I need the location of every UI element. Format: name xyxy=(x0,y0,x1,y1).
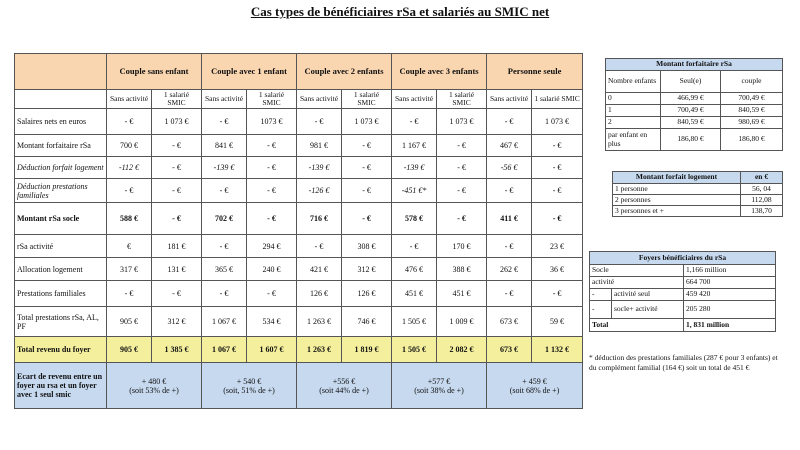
row-label: Montant forfaitaire rSa xyxy=(15,135,107,157)
cell: 840,59 € xyxy=(721,105,783,117)
cell: 262 € xyxy=(487,258,532,281)
row-allocation-logement xyxy=(15,258,583,281)
cell: -56 € xyxy=(487,157,532,179)
cell: 126 € xyxy=(342,281,392,307)
cell: - € xyxy=(342,203,392,235)
header-cell: Nombre enfants xyxy=(606,71,661,93)
row-label: Déduction forfait logement xyxy=(15,157,107,179)
subheader-smic: 1 salarié SMIC xyxy=(532,90,583,109)
cell: - € xyxy=(107,109,152,135)
cell: 312 € xyxy=(152,307,202,337)
header-cell: couple xyxy=(721,71,783,93)
cell: 112,08 xyxy=(741,195,783,206)
row-total-revenu xyxy=(15,337,583,363)
cell: 1 607 € xyxy=(247,337,297,363)
ecart-cell xyxy=(202,363,297,409)
cell: -126 € xyxy=(297,179,342,203)
cell: 170 € xyxy=(437,235,487,258)
cell: 981 € xyxy=(297,135,342,157)
ecart-pct: (soit 44% de +) xyxy=(319,385,369,395)
cell: 1 263 € xyxy=(297,307,342,337)
cell: 673 € xyxy=(487,307,532,337)
cell: 421 € xyxy=(297,258,342,281)
cell: 1073 € xyxy=(247,109,297,135)
footnote: * déduction des prestations familiales (287 € pour 3 enfants) et du complément familial (164 €) soit un total de 451 € xyxy=(589,353,778,372)
ecart-amount: +556 € xyxy=(332,376,356,386)
subheader-sans-activite: Sans activité xyxy=(107,90,152,109)
row-label: Total prestations rSa, AL, PF xyxy=(15,307,107,337)
cell: - € xyxy=(202,179,247,203)
cell: 700,49 € xyxy=(721,93,783,105)
cell: 126 € xyxy=(297,281,342,307)
table-title: Foyers bénéficiaires du rSa xyxy=(590,252,776,265)
cell: 702 € xyxy=(202,203,247,235)
cell: 980,69 € xyxy=(721,117,783,129)
label-cell: activité seul xyxy=(612,289,684,301)
value-cell: 664 700 xyxy=(684,277,776,289)
cell: 240 € xyxy=(247,258,297,281)
subheader-smic: 1 salarié SMIC xyxy=(342,90,392,109)
value-cell: 205 280 xyxy=(684,301,776,319)
cell: - € xyxy=(152,135,202,157)
cell: - € xyxy=(342,179,392,203)
total-label: Total xyxy=(590,319,684,332)
cell: 312 € xyxy=(342,258,392,281)
cell: - € xyxy=(202,235,247,258)
row-rsa-socle xyxy=(15,203,583,235)
label-cell: Socle xyxy=(590,265,684,277)
cell: 1 385 € xyxy=(152,337,202,363)
cell: 1 505 € xyxy=(392,307,437,337)
cell: 0 xyxy=(606,93,661,105)
cell: 1 personne xyxy=(613,184,741,195)
cell: - € xyxy=(297,235,342,258)
label-cell: socle+ activité xyxy=(612,301,684,319)
cell: - € xyxy=(532,135,583,157)
row-deduction-prestations xyxy=(15,179,583,203)
cell: 534 € xyxy=(247,307,297,337)
cell: 467 € xyxy=(487,135,532,157)
ecart-amount: + 459 € xyxy=(522,376,547,386)
ecart-cell xyxy=(392,363,487,409)
cell: - € xyxy=(532,203,583,235)
cell: -139 € xyxy=(202,157,247,179)
cell: -112 € xyxy=(107,157,152,179)
cell: 673 € xyxy=(487,337,532,363)
row-label: Allocation logement xyxy=(15,258,107,281)
ecart-cell xyxy=(487,363,583,409)
cell: - € xyxy=(247,135,297,157)
cell: 181 € xyxy=(152,235,202,258)
page-title: Cas types de bénéficiaires rSa et salariés au SMIC net xyxy=(250,4,550,19)
cell: 1 167 € xyxy=(392,135,437,157)
cell: - € xyxy=(152,179,202,203)
group-header: Couple avec 2 enfants xyxy=(297,54,392,90)
cell: 451 € xyxy=(437,281,487,307)
bullet-cell: - xyxy=(590,301,612,319)
row-label: Montant rSa socle xyxy=(15,203,107,235)
table-title: Montant forfaitaire rSa xyxy=(606,59,783,71)
cell: 466,99 € xyxy=(661,93,721,105)
subheader-smic: 1 salarié SMIC xyxy=(437,90,487,109)
cell: 588 € xyxy=(107,203,152,235)
cell: 1 067 € xyxy=(202,307,247,337)
cell: - € xyxy=(437,157,487,179)
cell: - € xyxy=(202,109,247,135)
cell: 1 819 € xyxy=(342,337,392,363)
ecart-pct: (soit 38% de +) xyxy=(414,385,464,395)
cell: - € xyxy=(152,281,202,307)
subheader-spacer xyxy=(15,90,107,109)
row-deduction-logement xyxy=(15,157,583,179)
row-montant-forfaitaire xyxy=(15,135,583,157)
value-cell: 459 420 xyxy=(684,289,776,301)
row-label: Déduction prestations familiales xyxy=(15,179,107,203)
cell: - € xyxy=(152,203,202,235)
cell: - € xyxy=(532,179,583,203)
cell: - € xyxy=(107,179,152,203)
row-label: Total revenu du foyer xyxy=(15,337,107,363)
ecart-pct: (soit, 51% de +) xyxy=(223,385,275,395)
row-rsa-activite xyxy=(15,235,583,258)
corner-cell xyxy=(15,54,107,90)
cell: 700 € xyxy=(107,135,152,157)
cell: 746 € xyxy=(342,307,392,337)
cell: - € xyxy=(392,109,437,135)
cell: - € xyxy=(202,281,247,307)
cell: - € xyxy=(437,203,487,235)
ecart-cell xyxy=(107,363,202,409)
main-table xyxy=(14,53,583,409)
cell: - € xyxy=(532,157,583,179)
cell: -139 € xyxy=(392,157,437,179)
cell: - € xyxy=(342,157,392,179)
bullet-cell: - xyxy=(590,289,612,301)
cell: - € xyxy=(437,179,487,203)
subheader-sans-activite: Sans activité xyxy=(392,90,437,109)
cell: € xyxy=(107,235,152,258)
cell: 476 € xyxy=(392,258,437,281)
cell: 1 263 € xyxy=(297,337,342,363)
cell: 905 € xyxy=(107,307,152,337)
row-label: rSa activité xyxy=(15,235,107,258)
unit-header: en € xyxy=(741,172,783,184)
cell: 1 073 € xyxy=(532,109,583,135)
cell: 308 € xyxy=(342,235,392,258)
cell: - € xyxy=(342,135,392,157)
cell: 2 personnes xyxy=(613,195,741,206)
cell: 2 082 € xyxy=(437,337,487,363)
cell: 411 € xyxy=(487,203,532,235)
cell: 3 personnes et + xyxy=(613,206,741,217)
foyers-table xyxy=(589,251,776,332)
label-cell: activité xyxy=(590,277,684,289)
cell: 578 € xyxy=(392,203,437,235)
cell: - € xyxy=(487,109,532,135)
group-header: Personne seule xyxy=(487,54,583,90)
cell: 56, 04 xyxy=(741,184,783,195)
subheader-smic: 1 salarié SMIC xyxy=(247,90,297,109)
cell: 388 € xyxy=(437,258,487,281)
row-ecart xyxy=(15,363,583,409)
cell: - € xyxy=(392,235,437,258)
cell: 2 xyxy=(606,117,661,129)
cell: 840,59 € xyxy=(661,117,721,129)
row-total-prestations xyxy=(15,307,583,337)
row-salaires xyxy=(15,109,583,135)
ecart-cell xyxy=(297,363,392,409)
ecart-pct: (soit 68% de +) xyxy=(509,385,560,395)
cell: - € xyxy=(247,281,297,307)
cell: -139 € xyxy=(297,157,342,179)
cell: -451 €* xyxy=(392,179,437,203)
subheader-sans-activite: Sans activité xyxy=(202,90,247,109)
cell: - € xyxy=(487,281,532,307)
cell: 1 xyxy=(606,105,661,117)
cell: 138,70 xyxy=(741,206,783,217)
subheader-sans-activite: Sans activité xyxy=(297,90,342,109)
row-label: Ecart de revenu entre un foyer au rsa et un foyer avec 1 seul smic xyxy=(15,363,107,409)
cell: 841 € xyxy=(202,135,247,157)
cell: - € xyxy=(297,109,342,135)
subheader-smic: 1 salarié SMIC xyxy=(152,90,202,109)
cell: - € xyxy=(487,235,532,258)
header-cell: Seul(e) xyxy=(661,71,721,93)
row-prestations-familiales xyxy=(15,281,583,307)
cell: 365 € xyxy=(202,258,247,281)
cell: - € xyxy=(437,135,487,157)
forfait-logement-table xyxy=(612,171,783,217)
row-label: Prestations familiales xyxy=(15,281,107,307)
cell: 131 € xyxy=(152,258,202,281)
ecart-amount: +577 € xyxy=(427,376,451,386)
cell: - € xyxy=(107,281,152,307)
cell: par enfant en plus xyxy=(606,129,661,151)
cell: 1 073 € xyxy=(152,109,202,135)
cell: 451 € xyxy=(392,281,437,307)
cell: - € xyxy=(247,179,297,203)
cell: - € xyxy=(152,157,202,179)
cell: 1 073 € xyxy=(342,109,392,135)
cell: 36 € xyxy=(532,258,583,281)
cell: 1 067 € xyxy=(202,337,247,363)
total-value: 1, 831 million xyxy=(684,319,776,332)
subheader-sans-activite: Sans activité xyxy=(487,90,532,109)
ecart-amount: + 540 € xyxy=(236,376,262,386)
cell: 23 € xyxy=(532,235,583,258)
cell: 1 073 € xyxy=(437,109,487,135)
ecart-pct: (soit 53% de +) xyxy=(129,385,179,395)
cell: 1 009 € xyxy=(437,307,487,337)
cell: 59 € xyxy=(532,307,583,337)
cell: 716 € xyxy=(297,203,342,235)
cell: 186,80 € xyxy=(721,129,783,151)
group-header: Couple sans enfant xyxy=(107,54,202,90)
forfaitaire-table xyxy=(605,58,783,151)
table-title: Montant forfait logement xyxy=(613,172,741,184)
value-cell: 1,166 million xyxy=(684,265,776,277)
ecart-amount: + 480 € xyxy=(141,376,167,386)
cell: 1 132 € xyxy=(532,337,583,363)
cell: 700,49 € xyxy=(661,105,721,117)
cell: - € xyxy=(487,179,532,203)
cell: 905 € xyxy=(107,337,152,363)
row-label: Salaires nets en euros xyxy=(15,109,107,135)
group-header: Couple avec 1 enfant xyxy=(202,54,297,90)
cell: 186,80 € xyxy=(661,129,721,151)
cell: 294 € xyxy=(247,235,297,258)
cell: - € xyxy=(247,203,297,235)
cell: - € xyxy=(247,157,297,179)
cell: 317 € xyxy=(107,258,152,281)
cell: - € xyxy=(532,281,583,307)
cell: 1 505 € xyxy=(392,337,437,363)
group-header: Couple avec 3 enfants xyxy=(392,54,487,90)
